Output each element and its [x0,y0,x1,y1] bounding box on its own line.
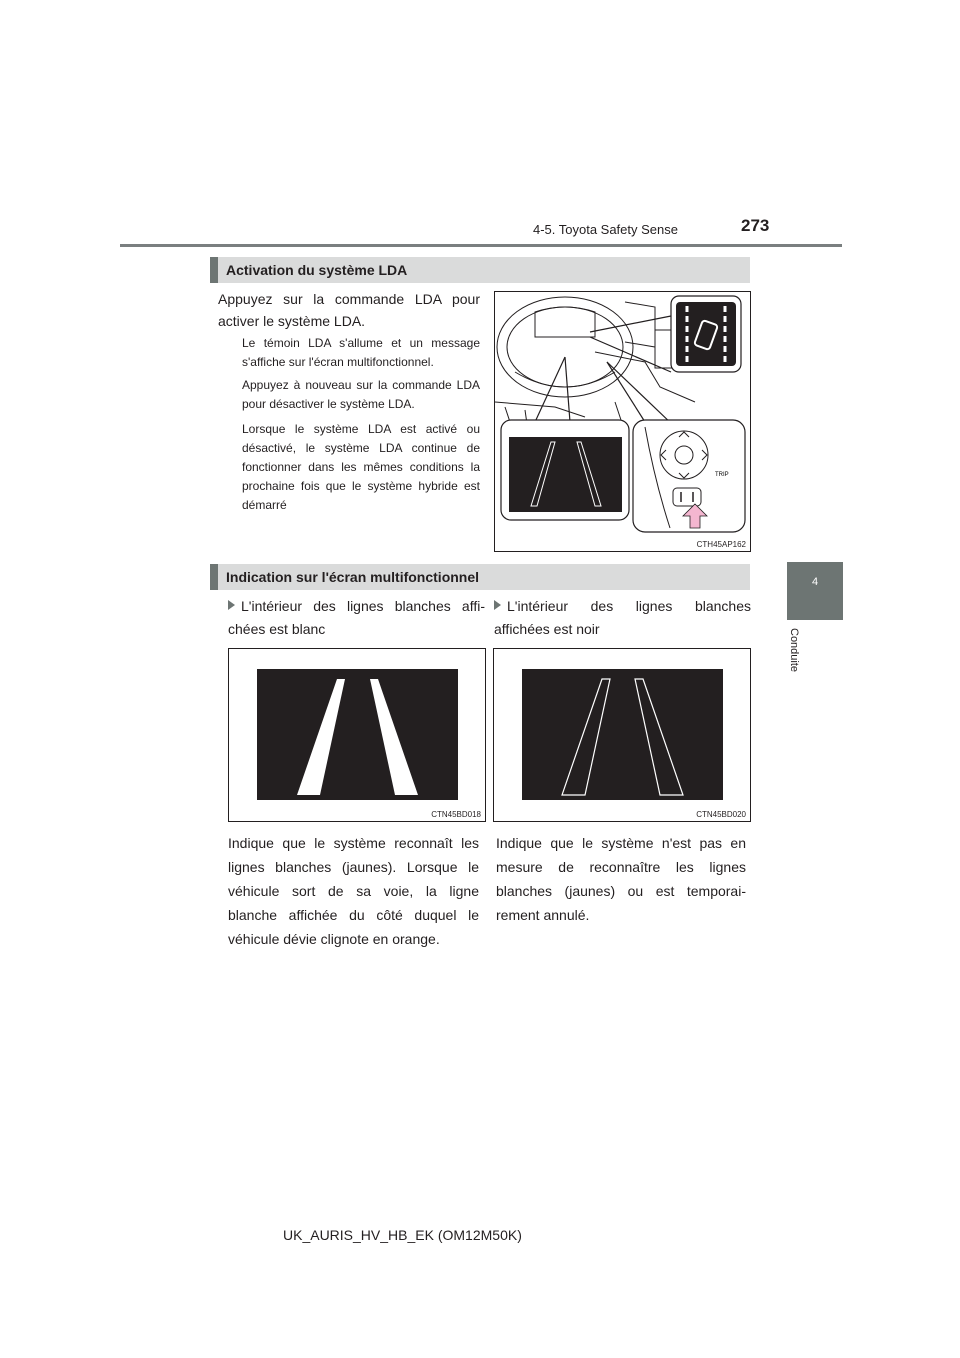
bullet-triangle-icon [494,600,501,610]
bullet-right [494,595,751,641]
display-black-figure [493,648,751,822]
bullet-triangle-icon [228,600,235,610]
page-number: 273 [741,216,770,235]
description-left: Indique que le système reconnaît les lignes blanches (jaunes). Lorsque le véhicule sort de sa voie, la ligne blanche affichée du côté duquel le véhicule dévie clignote en orange. [228,835,479,947]
display-white-figure [228,648,486,822]
section-title: Indication sur l'écran multifonctionnel [226,569,480,585]
lane-lines-white-illustration [229,649,485,821]
note-paragraph: Lorsque le système LDA est activé ou désactivé, le système LDA continue de fonctionner dans les mêmes conditions la prochaine fois que le système hybride est démarré [242,422,480,512]
figure-code: CTH45AP162 [696,540,746,549]
chapter-tab [787,562,843,620]
description-right: Indique que le système n'est pas en mesure de reconnaître les lignes blanches (jaunes) ou est temporai-rement annulé. [496,835,746,923]
note-paragraph: Appuyez à nouveau sur la commande LDA pour désactiver le système LDA. [242,378,480,411]
note-paragraph: Le témoin LDA s'allume et un message s'affiche sur l'écran multifonctionnel. [242,336,480,369]
figure-code: CTN45BD020 [696,810,746,819]
chapter-number: 4 [811,576,819,588]
dashboard-figure [494,291,751,552]
section-title: Activation du système LDA [226,262,408,278]
bullet-text: L'intérieur des lignes blanches affichées est noir [494,598,751,637]
chapter-label-wrapper [784,628,804,688]
lane-lines-outline-illustration [494,649,750,821]
document-id: UK_AURIS_HV_HB_EK (OM12M50K) [283,1227,522,1243]
section-header-indication [210,564,750,590]
trip-button-label: TRIP [715,472,729,478]
header-section-title: 4-5. Toyota Safety Sense [532,222,678,237]
lead-paragraph: Appuyez sur la commande LDA pour activer le système LDA. [218,291,480,329]
chapter-label: Conduite [788,628,800,673]
bullet-text: L'intérieur des lignes blanches affi-chées est blanc [228,598,485,637]
header-rule [120,244,842,247]
figure-code: CTN45BD018 [431,810,481,819]
dashboard-illustration [495,292,750,551]
section-header-activation [210,257,750,283]
bullet-left [228,595,485,641]
